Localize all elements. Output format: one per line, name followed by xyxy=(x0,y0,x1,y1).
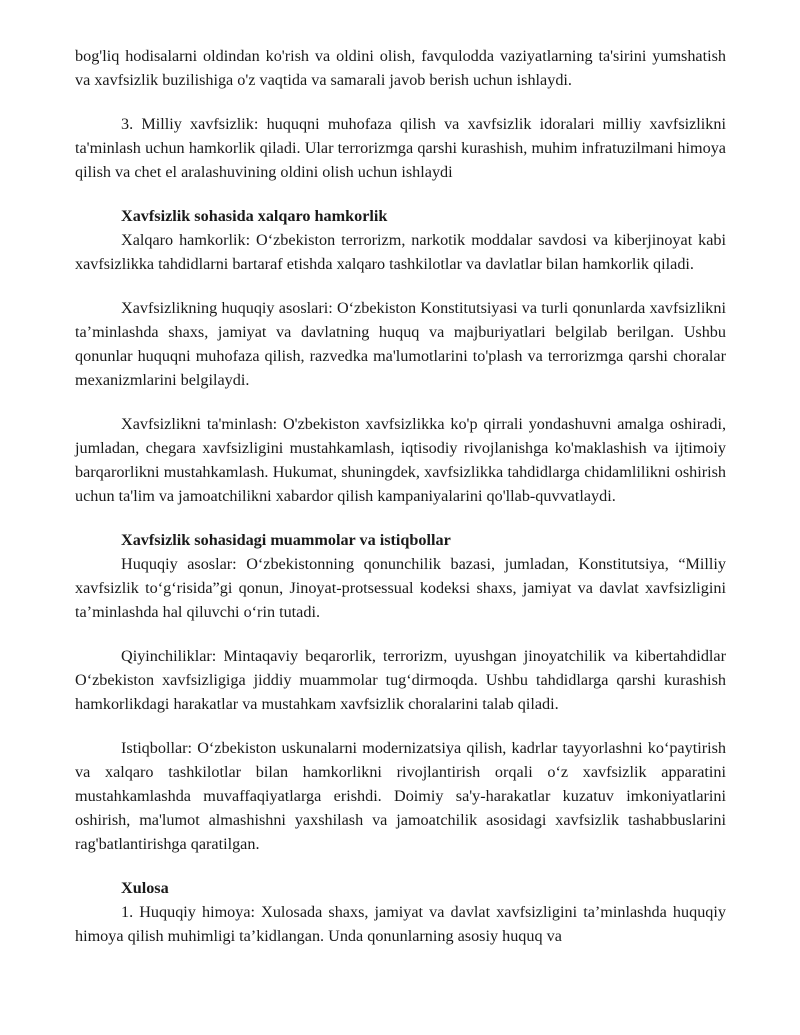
paragraph-ensuring-security: Xavfsizlikni ta'minlash: O'zbekiston xavfsizlikka ko'p qirrali yondashuvni amalga oshiradi, jumladan, chegara xavfsizligini mustahkamlash, iqtisodiy rivojlanishga ko'maklashish va ijtimoiy barqarorlikni mustahkamlash. Hukumat, shuningdek, xavfsizlikka tahdidlarga chidamlilikni oshirish uchun ta'lim va jamoatchilikni xabardor qilish kampaniyalarini qo'llab-quvvatlaydi. xyxy=(75,415,726,505)
section-heading-problems-prospects: Xavfsizlik sohasidagi muammolar va istiqbollar xyxy=(121,531,451,549)
paragraph-continuation: bog'liq hodisalarni oldindan ko'rish va oldini olish, favqulodda vaziyatlarning ta'sirini yumshatish va xavfsizlik buzilishiga o'z vaqtida va samarali javob berish uchun ishlaydi. xyxy=(75,47,726,89)
paragraph-legal-basis-security: Xavfsizlikning huquqiy asoslari: O‘zbekiston Konstitutsiyasi va turli qonunlarda xavfsizlikni ta’minlashda shaxs, jamiyat va davlatning huquq va majburiyatlari belgilab berilgan. Ushbu qonunlar huquqni muhofaza qilish, razvedka ma'lumotlarini to'plash va terrorizmga qarshi choralar mexanizmlarini belgilaydi. xyxy=(75,299,726,389)
paragraph-national-security: 3. Milliy xavfsizlik: huquqni muhofaza qilish va xavfsizlik idoralari milliy xavfsizlikni ta'minlash uchun hamkorlik qiladi. Ular terrorizmga qarshi kurashish, muhim infratuzilmani himoya qilish va chet el aralashuvining oldini olish uchun ishlaydi xyxy=(75,115,726,181)
section-heading-conclusion: Xulosa xyxy=(121,879,169,897)
paragraph-prospects: Istiqbollar: O‘zbekiston uskunalarni modernizatsiya qilish, kadrlar tayyorlashni ko‘paytirish va xalqaro tashkilotlar bilan hamkorlikni rivojlantirish orqali o‘z xavfsizlik apparatini mustahkamlashda muvaffaqiyatlarga erishdi. Doimiy sa'y-harakatlar kuzatuv imkoniyatlarini oshirish, ma'lumot almashishni yaxshilash va jamoatchilik asosidagi xavfsizlik tashabbuslarini rag'batlantirishga qaratilgan. xyxy=(75,739,726,853)
paragraph-legal-protection: 1. Huquqiy himoya: Xulosada shaxs, jamiyat va davlat xavfsizligini ta’minlashda huquqiy himoya qilish muhimligi ta’kidlangan. Unda qonunlarning asosiy huquq va xyxy=(75,903,726,945)
document-page xyxy=(75,44,726,948)
paragraph-international-cooperation: Xalqaro hamkorlik: O‘zbekiston terrorizm, narkotik moddalar savdosi va kiberjinoyat kabi xavfsizlikka tahdidlarni bartaraf etishda xalqaro tashkilotlar va davlatlar bilan hamkorlik qiladi. xyxy=(75,231,726,273)
paragraph-challenges: Qiyinchiliklar: Mintaqaviy beqarorlik, terrorizm, uyushgan jinoyatchilik va kibertahdidlar O‘zbekiston xavfsizligiga jiddiy muammolar tug‘dirmoqda. Ushbu tahdidlarga qarshi kurashish hamkorlikdagi harakatlar va mustahkam xavfsizlik choralarini talab qiladi. xyxy=(75,647,726,713)
paragraph-legal-foundations: Huquqiy asoslar: O‘zbekistonning qonunchilik bazasi, jumladan, Konstitutsiya, “Milliy xavfsizlik to‘g‘risida”gi qonun, Jinoyat-protsessual kodeksi shaxs, jamiyat va davlat xavfsizligini ta’minlashda hal qiluvchi o‘rin tutadi. xyxy=(75,555,726,621)
section-heading-international-cooperation: Xavfsizlik sohasida xalqaro hamkorlik xyxy=(121,207,388,225)
